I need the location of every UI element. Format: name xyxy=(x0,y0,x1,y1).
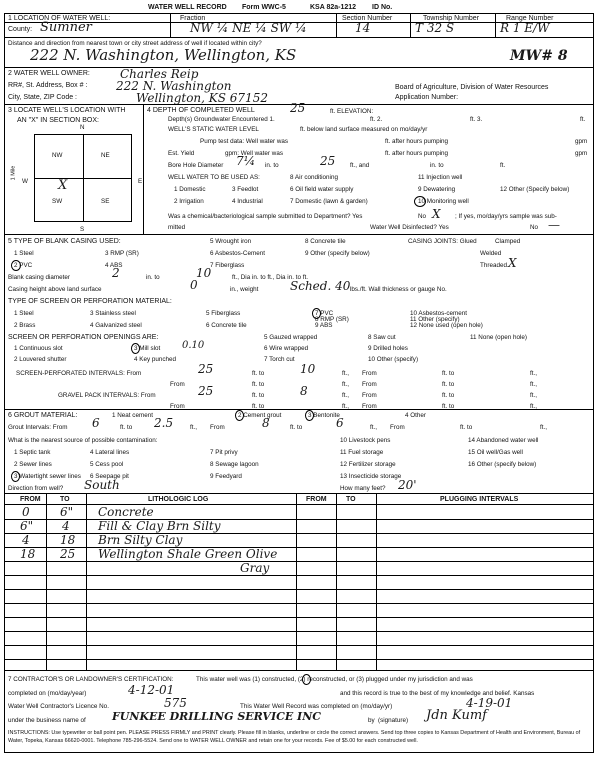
use-domestic: 1 Domestic xyxy=(174,186,206,193)
constructed-circle xyxy=(302,674,311,685)
plug-from-header: FROM xyxy=(306,496,327,503)
grout-from-value: 6 xyxy=(92,416,100,430)
screen-ftto-label: ft. to xyxy=(252,370,265,377)
log-row-3-to: 18 xyxy=(60,533,76,547)
county-value: Sumner xyxy=(40,20,92,35)
casing-welded: Welded xyxy=(480,250,502,257)
use-oilfield: 6 Oil field water supply xyxy=(290,186,354,193)
contam-lagoon: 8 Sewage lagoon xyxy=(210,461,259,468)
openings-label: SCREEN OR PERFORATION OPENINGS ARE: xyxy=(8,334,159,341)
contam-fertilizer: 12 Fertilizer storage xyxy=(340,461,396,468)
use-industrial: 4 Industrial xyxy=(232,198,263,205)
bore-ft-label: ft., and xyxy=(350,162,370,169)
screen-brass: 2 Brass xyxy=(14,322,36,329)
gw-3-label: ft. 3. xyxy=(470,116,483,123)
s7-label: 7 CONTRACTOR'S OR LANDOWNER'S CERTIFICATION: xyxy=(8,676,174,683)
gravel-ft2-label: ft., xyxy=(530,392,537,399)
open-continuous: 1 Continuous slot xyxy=(14,345,63,352)
ne-label: NE xyxy=(101,152,110,159)
static-level-rest: ft. below land surface measured on mo/day/yr xyxy=(300,126,428,133)
record-completed-value: 4-19-01 xyxy=(466,696,513,710)
contam-feedyard: 9 Feedyard xyxy=(210,473,242,480)
screen-ft2-label: ft., xyxy=(530,370,537,377)
grout-ft2-label: ft., xyxy=(370,424,377,431)
cement-circle xyxy=(235,410,244,421)
street-value: 222 N. Washington xyxy=(116,79,232,93)
use-dewatering: 9 Dewatering xyxy=(418,186,456,193)
contam-lateral: 4 Lateral lines xyxy=(90,449,130,456)
gravel-ftto-label: ft. to xyxy=(252,392,265,399)
open-millslot: 3 Mill slot xyxy=(134,345,161,352)
casing-pvc: 2 PVC xyxy=(14,262,33,269)
s3-label2: AN "X" IN SECTION BOX: xyxy=(17,117,99,124)
grout-neat: 1 Neat cement xyxy=(112,412,153,419)
lithologic-header: LITHOLOGIC LOG xyxy=(148,496,209,503)
west-label: W xyxy=(22,178,28,185)
gw-ft-label: ft. xyxy=(580,116,586,123)
pump-test-label: Pump test data: Well water was xyxy=(200,138,289,145)
feet-value: 20' xyxy=(398,478,417,492)
wall-thickness-label: lbs./ft. Wall thickness or gauge No. xyxy=(350,286,447,293)
log-row-5-desc: Gray xyxy=(240,561,270,575)
location-x-mark: X xyxy=(58,178,68,193)
bore-to-value: 25 xyxy=(320,154,336,168)
s2-label: 2 WATER WELL OWNER: xyxy=(8,70,90,77)
casing-abs: 4 ABS xyxy=(105,262,123,269)
blank-in-label: in. to xyxy=(146,274,160,281)
gravel-from4-label: From xyxy=(362,403,377,410)
gravel-ftto2-label: ft. to xyxy=(442,392,455,399)
casing-fiberglass: 7 Fiberglass xyxy=(210,262,245,269)
screen-steel: 1 Steel xyxy=(14,310,34,317)
range-value: R 1 E/W xyxy=(500,21,550,35)
gravel-to-value: 8 xyxy=(300,384,308,398)
distance-label: Distance and direction from nearest town or city street address of well if located within city? xyxy=(8,40,262,47)
log-row-2-to: 4 xyxy=(62,519,70,533)
casing-rmp: 3 RMP (SR) xyxy=(105,250,139,257)
use-monitoring: 10 Monitoring well xyxy=(418,198,469,205)
grout-ftto2-label: ft. to xyxy=(290,424,303,431)
by-label: by xyxy=(368,717,375,724)
rr-label: RR#, St. Address, Box # : xyxy=(8,82,88,89)
open-louvered: 2 Louvered shutter xyxy=(14,356,67,363)
yield-label: Est. Yield xyxy=(168,150,195,157)
nw-label: NW xyxy=(52,152,63,159)
blank-casing-label: Blank casing diameter xyxy=(8,274,70,281)
license-label: Water Well Contractor's Licence No. xyxy=(8,703,109,710)
city-value: Wellington, KS 67152 xyxy=(136,91,268,105)
casing-joints-label: CASING JOINTS: Glued xyxy=(408,238,477,245)
grout-other: 4 Other xyxy=(405,412,426,419)
contam-other: 16 Other (specify below) xyxy=(468,461,537,468)
screen-fiberglass: 5 Fiberglass xyxy=(206,310,241,317)
gravel-ftto4-label: ft. to xyxy=(442,403,455,410)
blank-to-value: 10 xyxy=(196,266,212,280)
completed-label: completed on (mo/day/year) xyxy=(8,690,87,697)
log-to-header: TO xyxy=(60,496,70,503)
casing-steel: 1 Steel xyxy=(14,250,34,257)
use-feedlot: 3 Feedlot xyxy=(232,186,259,193)
log-row-4-to: 25 xyxy=(60,547,76,561)
grout-ft-label: ft., xyxy=(190,424,197,431)
bore-value: 7¼ xyxy=(236,154,256,168)
gravel-ft-label: ft., xyxy=(342,392,349,399)
screen-galvanized: 4 Galvanized steel xyxy=(90,322,142,329)
south-label: S xyxy=(80,226,85,233)
screen-to-value: 10 xyxy=(300,362,316,376)
section-number-label: Section Number xyxy=(342,15,393,22)
watertight-circle xyxy=(11,471,20,482)
range-number-label: Range Number xyxy=(506,15,554,22)
gpm-label-1: gpm xyxy=(575,138,588,145)
completed-value: 4-12-01 xyxy=(128,683,175,697)
static-level-label: WELL'S STATIC WATER LEVEL xyxy=(168,126,259,133)
chem-no-label: No xyxy=(418,213,427,220)
use-lawn: 7 Domestic (lawn & garden) xyxy=(290,198,368,205)
signature-label: (signature) xyxy=(378,717,409,724)
casing-wrought: 5 Wrought iron xyxy=(210,238,252,245)
disinfected-label: Water Well Disinfected? Yes xyxy=(370,224,449,231)
signature-image: Jdn Kumf xyxy=(426,708,487,723)
direction-label: Direction from well? xyxy=(8,485,64,492)
chem-no-value: X xyxy=(432,207,441,221)
license-value: 575 xyxy=(164,696,187,710)
business-label: under the business name of xyxy=(8,717,86,724)
sw-label: SW xyxy=(52,198,63,205)
contam-sewer: 2 Sewer lines xyxy=(14,461,52,468)
blank-rest: ft., Dia in. to ft., Dia in. to ft. xyxy=(232,274,308,281)
screen-ft-label: ft., xyxy=(342,370,349,377)
screen-ftto2-label: ft. to xyxy=(442,370,455,377)
gravel-intervals-label: GRAVEL PACK INTERVALS: From xyxy=(58,392,156,399)
gravel-ft3-label: ft., xyxy=(342,403,349,410)
contamination-label: What is the nearest source of possible contamination: xyxy=(8,437,158,444)
gravel-from-value: 25 xyxy=(198,384,214,398)
depth-value: 25 xyxy=(290,101,306,115)
casing-other: 9 Other (specify below) xyxy=(305,250,370,257)
screen-from3-label: From xyxy=(170,381,185,388)
open-other: 10 Other (specify) xyxy=(368,356,419,363)
instructions-text: INSTRUCTIONS: Use typewriter or ball point pen. PLEASE PRESS FIRMLY and PRINT clearly. Please fill in blanks, underline or circle the correct answers. Send top three copies to Kansas Department of Health and Environment, Bureau of Water, Topeka, Kansas 66620-0001. Telephone 785-296-5524. Send one to WATER WELL OWNER and retain one for your records. Fee of $5.00 for each constructed well. xyxy=(8,730,581,744)
screen-ft4-label: ft., xyxy=(530,381,537,388)
use-label: WELL WATER TO BE USED AS: xyxy=(168,174,260,181)
log-row-1-from: 0 xyxy=(22,505,30,519)
s4-label: 4 DEPTH OF COMPLETED WELL xyxy=(147,107,255,114)
open-torch: 7 Torch cut xyxy=(264,356,295,363)
grout-to2-value: 6 xyxy=(336,416,344,430)
log-row-1-desc: Concrete xyxy=(98,505,154,519)
mw-value: MW# 8 xyxy=(510,48,568,64)
screen-ftto4-label: ft. to xyxy=(442,381,455,388)
casing-asbestos: 6 Asbestos-Cement xyxy=(210,250,265,257)
blank-dia-value: 2 xyxy=(112,266,120,280)
chem-question: Was a chemical/bacteriological sample submitted to Department? Yes xyxy=(168,213,363,220)
disinfected-no-value: — xyxy=(548,218,560,232)
casing-threaded: Threaded xyxy=(480,262,507,269)
township-number-label: Township Number xyxy=(423,15,480,22)
log-row-1-to: 6" xyxy=(60,505,74,519)
s1-label: 1 LOCATION OF WATER WELL: xyxy=(8,15,111,22)
grout-from2-value: 8 xyxy=(262,416,270,430)
record-completed-label: This Water Well Record was completed on (mo/day/yr) xyxy=(240,703,393,710)
screen-ftto3-label: ft. to xyxy=(252,381,265,388)
grout-ftto3-label: ft. to xyxy=(460,424,473,431)
id-no-label: ID No. xyxy=(372,4,393,11)
bore-in2-label: in. to xyxy=(430,162,444,169)
fraction-value: NW ¼ NE ¼ SW ¼ xyxy=(190,21,307,35)
grout-from3-label: From xyxy=(390,424,405,431)
grout-intervals-label: Grout Intervals: From xyxy=(8,424,68,431)
gravel-from2-label: From xyxy=(362,392,377,399)
log-row-4-from: 18 xyxy=(20,547,36,561)
millslot-circle xyxy=(131,343,140,354)
open-none: 11 None (open hole) xyxy=(470,334,527,341)
open-wire: 6 Wire wrapped xyxy=(264,345,309,352)
application-label: Application Number: xyxy=(395,94,459,101)
log-row-3-desc: Brn Silty Clay xyxy=(98,533,183,547)
yield-rest: gpm: Well water was xyxy=(225,150,283,157)
board-label: Board of Agriculture, Division of Water Resources xyxy=(395,84,549,91)
ksa-label: KSA 82a-1212 xyxy=(310,4,357,11)
log-row-4-desc: Wellington Shale Green Olive xyxy=(98,547,278,561)
use-other: 12 Other (Specify below) xyxy=(500,186,570,193)
gravel-ftto3-label: ft. to xyxy=(252,403,265,410)
fraction-label: Fraction xyxy=(180,15,206,22)
grout-ftto-label: ft. to xyxy=(120,424,133,431)
log-from-header: FROM xyxy=(20,496,41,503)
disinfected-no-label: No xyxy=(530,224,539,231)
chem-mitted: mitted xyxy=(168,224,186,231)
bore-in-label: in. to xyxy=(265,162,279,169)
casing-clamped: Clamped xyxy=(495,238,521,245)
contam-watertight: 3 Watertight sewer lines xyxy=(14,473,81,480)
contam-seepage: 6 Seepage pit xyxy=(90,473,129,480)
contam-septic: 1 Septic tank xyxy=(14,449,51,456)
use-irrigation: 2 Irrigation xyxy=(174,198,204,205)
contam-fuel: 11 Fuel storage xyxy=(340,449,384,456)
casing-height-value: 0 xyxy=(190,278,198,292)
form-number: Form WWC-5 xyxy=(242,4,286,11)
screen-from2-label: From xyxy=(362,370,377,377)
grout-ft3-label: ft., xyxy=(540,424,547,431)
screen-rmp: 8 RMP (SR) xyxy=(315,316,349,323)
screen-asbestos: 10 Asbestos-cement xyxy=(410,310,468,317)
contam-cesspool: 5 Cess pool xyxy=(90,461,124,468)
contam-livestock: 10 Livestock pens xyxy=(340,437,391,444)
grout-from2-label: From xyxy=(210,424,225,431)
true-statement: and this record is true to the best of my knowledge and belief. Kansas xyxy=(340,690,535,697)
open-sawcut: 8 Saw cut xyxy=(368,334,396,341)
owner-value: Charles Reip xyxy=(120,67,199,81)
mile-label: 1 Mile xyxy=(10,165,17,181)
contam-oilgas: 15 Oil well/Gas well xyxy=(468,449,523,456)
open-drilled: 9 Drilled holes xyxy=(368,345,408,352)
screen-other: 11 Other (specify) xyxy=(410,316,460,323)
address-value: 222 N. Washington, Wellington, KS xyxy=(30,46,297,64)
screen-ft3-label: ft., xyxy=(342,381,349,388)
business-value: FUNKEE DRILLING SERVICE INC xyxy=(112,710,322,723)
feet-label: How many feet? xyxy=(340,485,386,492)
screen-from-value: 25 xyxy=(198,362,214,376)
form-frame xyxy=(4,13,594,753)
screen-concrete: 6 Concrete tile xyxy=(206,322,247,329)
east-label: E xyxy=(138,178,143,185)
gw-2-label: ft. 2. xyxy=(370,116,383,123)
casing-weight-value: Sched. 40 xyxy=(290,279,351,293)
contam-abandoned: 14 Abandoned water well xyxy=(468,437,539,444)
county-label: County: xyxy=(8,26,33,33)
s5-label: 5 TYPE OF BLANK CASING USED: xyxy=(8,238,121,245)
screen-abs: 9 ABS xyxy=(315,322,333,329)
plug-to-header: TO xyxy=(346,496,356,503)
log-row-3-from: 4 xyxy=(22,533,30,547)
screen-stainless: 3 Stainless steel xyxy=(90,310,136,317)
casing-height-label: Casing height above land surface xyxy=(8,286,102,293)
grout-to-value: 2.5 xyxy=(154,416,174,430)
s3-label: 3 LOCATE WELL'S LOCATION WITH xyxy=(8,107,126,114)
direction-value: South xyxy=(84,478,120,492)
contam-pit: 7 Pit privy xyxy=(210,449,238,456)
screen-intervals-label: SCREEN-PERFORATED INTERVALS: From xyxy=(16,370,142,377)
bore-ft2-label: ft. xyxy=(500,162,506,169)
screen-none: 12 None used (open hole) xyxy=(410,322,483,329)
contam-insecticide: 13 Insecticide storage xyxy=(340,473,402,480)
bentonite-circle xyxy=(305,410,314,421)
casing-weight-label: in., weight xyxy=(230,286,259,293)
elevation-label: ft. ELEVATION: xyxy=(330,108,374,115)
millslot-value: 0.10 xyxy=(182,340,205,351)
north-label: N xyxy=(80,124,85,131)
groundwater-label: Depth(s) Groundwater Encountered 1. xyxy=(168,116,275,123)
monitoring-circle xyxy=(414,196,426,207)
casing-concrete: 8 Concrete tile xyxy=(305,238,346,245)
use-air: 11 Injection well xyxy=(418,174,463,181)
plugging-header: PLUGGING INTERVALS xyxy=(440,496,519,503)
open-keypunched: 4 Key punched xyxy=(134,356,177,363)
cert-line1: This water well was (1) constructed, (2) reconstructed, or (3) plugged under my jurisdiction and was xyxy=(196,676,473,683)
city-label: City, State, ZIP Code : xyxy=(8,94,77,101)
section-value: 14 xyxy=(355,21,371,35)
bore-label: Bore Hole Diameter xyxy=(168,162,224,169)
open-gauzed: 5 Gauzed wrapped xyxy=(264,334,318,341)
screen-pvc: 7 PVC xyxy=(315,310,334,317)
s6-label: 6 GROUT MATERIAL: xyxy=(8,412,78,419)
screen-material-label: TYPE OF SCREEN OR PERFORATION MATERIAL: xyxy=(8,298,172,305)
form-title: WATER WELL RECORD xyxy=(148,4,227,11)
pump-test-rest: ft. after hours pumping xyxy=(385,138,449,145)
grout-cement: 2 Cement grout xyxy=(238,412,282,419)
pvc-circle xyxy=(11,260,21,271)
screen-from4-label: From xyxy=(362,381,377,388)
grout-bentonite: 3 Bentonite xyxy=(308,412,340,419)
log-row-2-desc: Fill & Clay Brn Silty xyxy=(98,519,221,533)
chem-rest: ; If yes, mo/day/yrs sample was sub- xyxy=(455,213,557,220)
se-label: SE xyxy=(101,198,110,205)
gpm-label-2: gpm xyxy=(575,150,588,157)
log-row-2-from: 6" xyxy=(20,519,34,533)
threaded-x-value: X xyxy=(508,256,517,270)
township-value: T 32 S xyxy=(415,21,455,35)
gravel-from3-label: From xyxy=(170,403,185,410)
use-public: 8 Air conditioning xyxy=(290,174,338,181)
yield-rest2: ft. after hours pumping xyxy=(385,150,449,157)
gravel-ft4-label: ft., xyxy=(530,403,537,410)
